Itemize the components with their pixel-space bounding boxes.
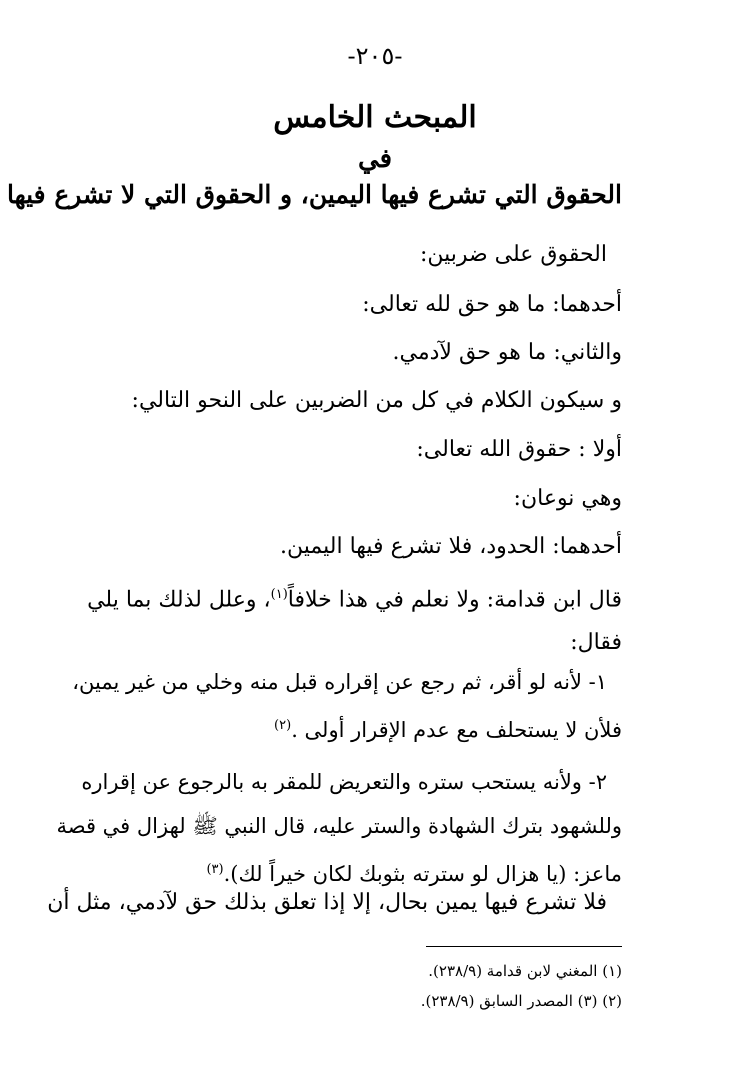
list-item-2-line-3-text: ماعز: (يا هزال لو سترته بثوبك لكان خيراً لك). (223, 862, 622, 886)
paragraph-hudud: أحدهما: الحدود، فلا تشرع فيها اليمين. (280, 534, 622, 559)
paragraph-he-said: فقال: (570, 630, 622, 655)
paragraph-rights-types: الحقوق على ضربين: (419, 242, 607, 267)
paragraph-discussion-intro: و سيكون الكلام في كل من الضربين على النحو التالي: (131, 388, 622, 413)
footnote-divider (426, 946, 622, 947)
page-number: -٢٠٥- (347, 42, 403, 70)
footnote-1: (١) المغني لابن قدامة (٢٣٨/٩). (428, 962, 622, 980)
paragraph-ibn-qudama (87, 572, 622, 623)
section-subtitle: الحقوق التي تشرع فيها اليمين، و الحقوق التي لا تشرع فيها (7, 180, 622, 209)
footnote-ref-3: (٣) (206, 862, 224, 877)
section-title-connector: في (357, 144, 393, 174)
list-item-2-line-1: ٢- ولأنه يستحب ستره والتعريض للمقر به بالرجوع عن إقراره (81, 770, 607, 794)
list-item-1-line-2 (100, 704, 622, 752)
paragraph-two-kinds: وهي نوعان: (513, 486, 622, 511)
list-item-1-line-1: ١- لأنه لو أقر، ثم رجع عن إقراره قبل منه وخلي من غير يمين، (72, 670, 607, 694)
section-title: المبحث الخامس (273, 100, 477, 135)
footnote-ref-2: (٢) (274, 718, 292, 733)
footnote-ref-1: (١) (270, 587, 288, 602)
paragraph-no-oath: فلا تشرع فيها يمين بحال، إلا إذا تعلق بذلك حق لآدمي، مثل أن (47, 890, 607, 915)
paragraph-ibn-qudama-text: قال ابن قدامة: ولا نعلم في هذا خلافاً (287, 587, 622, 613)
paragraph-first-type: أحدهما: ما هو حق لله تعالى: (362, 292, 622, 317)
list-item-2 (56, 760, 622, 896)
paragraph-first-heading: أولا : حقوق الله تعالى: (416, 437, 622, 462)
list-item-2-line-2: وللشهود بترك الشهادة والستر عليه، قال النبي ﷺ لهزال في قصة (56, 814, 622, 838)
footnote-2: (٢) (٣) المصدر السابق (٢٣٨/٩). (420, 992, 622, 1010)
paragraph-ibn-qudama-text-end: ، وعلل لذلك بما يلي (87, 587, 271, 613)
list-item-1-line-2-text: فلأن لا يستحلف مع عدم الإقرار أولى . (291, 718, 622, 742)
paragraph-second-type: والثاني: ما هو حق لآدمي. (392, 340, 622, 365)
list-item-1 (72, 660, 622, 752)
